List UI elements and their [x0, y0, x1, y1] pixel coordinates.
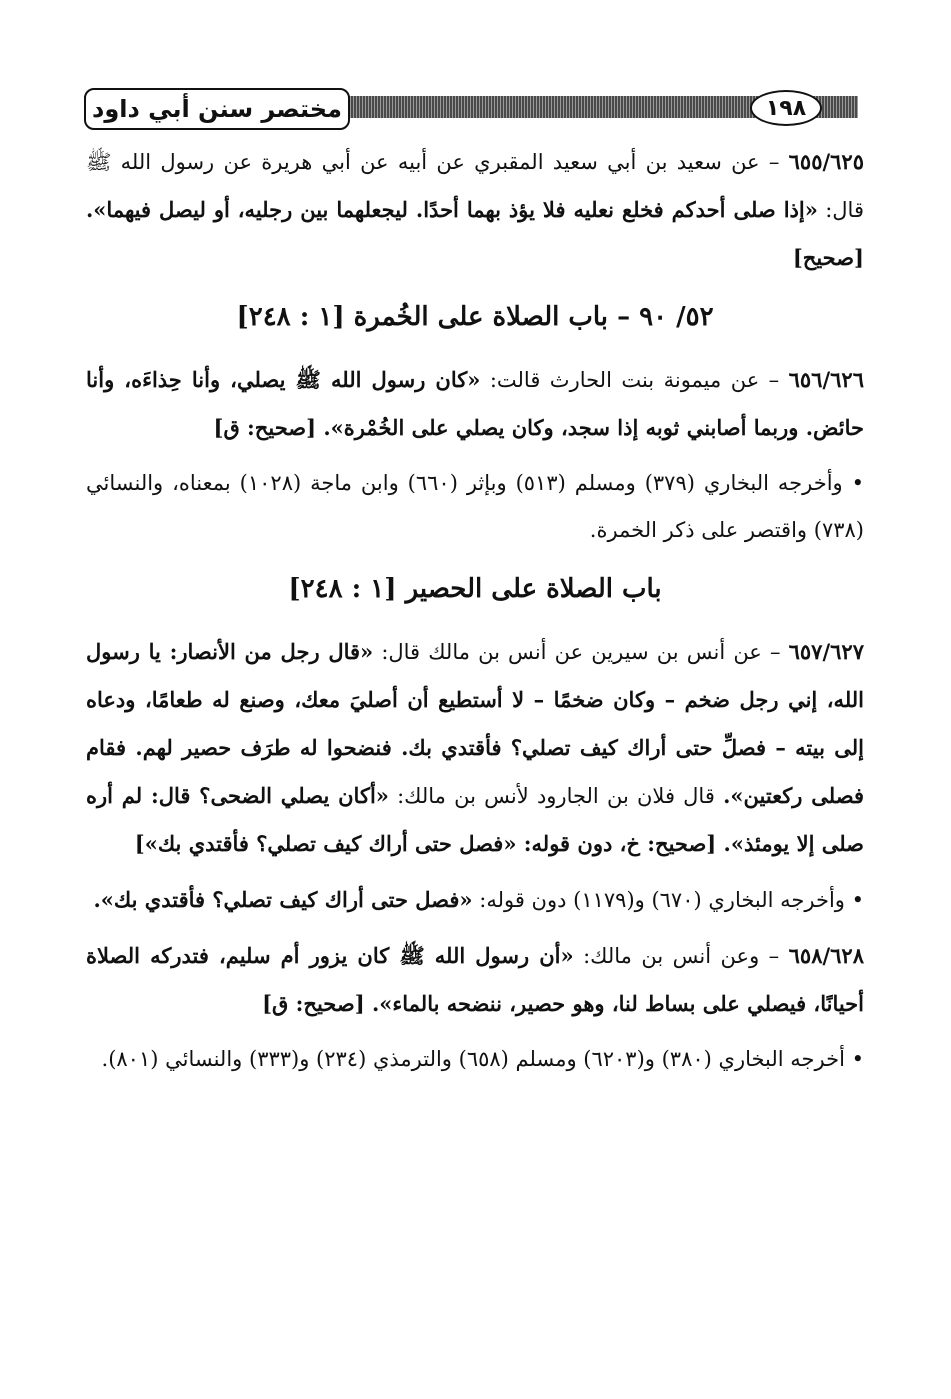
hadith-addition-matn: «أكان يصلي الضحى؟ قال: لم أره صلى إلا يومئذ». [صحيح: خ، دون قوله: «فصل حتى أراك كيف تصلي؟ فأقتدي بك»] — [86, 783, 864, 856]
running-header — [84, 88, 858, 138]
page-content — [86, 138, 864, 1091]
hadith-addition: قال فلان بن الجارود لأنس بن مالك: — [397, 784, 715, 808]
hadith-656 — [86, 356, 864, 452]
takhrij-note — [86, 876, 864, 924]
hadith-isnad: – عن أنس بن سيرين عن أنس بن مالك قال: — [381, 640, 781, 664]
book-title: مختصر سنن أبي داود — [84, 88, 350, 130]
hadith-657 — [86, 628, 864, 868]
hadith-number: ٦٥٦/٦٢٦ — [788, 367, 864, 392]
takhrij-quote: «فصل حتى أراك كيف تصلي؟ فأقتدي بك». — [93, 887, 473, 912]
hadith-658 — [86, 932, 864, 1028]
takhrij-lead: • وأخرجه البخاري (٦٧٠) و(١١٧٩) دون قوله: — [479, 888, 864, 912]
hadith-isnad: – وعن أنس بن مالك: — [583, 944, 780, 968]
chapter-heading-hasir: باب الصلاة على الحصير [١ : ٢٤٨] — [288, 574, 662, 604]
takhrij-note: • وأخرجه البخاري (٣٧٩) ومسلم (٥١٣) وبإثر (٦٦٠) وابن ماجة (١٠٢٨) بمعناه، والنسائي (٧٣٨) واقتصر على ذكر الخمرة. — [86, 471, 864, 542]
takhrij-note: • أخرجه البخاري (٣٨٠) و(٦٢٠٣) ومسلم (٦٥٨) والترمذي (٢٣٤) و(٣٣٣) والنسائي (٨٠١). — [101, 1047, 864, 1071]
page-number: ١٩٨ — [750, 90, 822, 126]
hadith-number: ٦٥٧/٦٢٧ — [788, 639, 864, 664]
chapter-heading-khumra: ٥٢/ ٩٠ – باب الصلاة على الخُمرة [١ : ٢٤٨] — [236, 302, 714, 332]
hadith-isnad: – عن سعيد بن أبي سعيد المقبري عن أبيه عن أبي هريرة عن رسول الله ﷺ قال: — [86, 150, 864, 222]
hadith-matn: «أن رسول الله ﷺ كان يزور أم سليم، فتدركه الصلاة أحيانًا، فيصلي على بساط لنا، وهو حصير، ننضحه بالماء». [صحيح: ق] — [86, 943, 864, 1016]
hadith-matn: «قال رجل من الأنصار: يا رسول الله، إني رجل ضخم – وكان ضخمًا – لا أستطيع أن أصليَ معك، وصنع له طعامًا، ودعاه إلى بيته – فصلِّ حتى أراك كيف تصلي؟ فأقتدي بك. فنضحوا له طرَف حصير لهم. فقام فصلى ركعتين». — [86, 639, 864, 808]
hadith-number: ٦٥٨/٦٢٨ — [788, 943, 864, 968]
hadith-matn: «إذا صلى أحدكم فخلع نعليه فلا يؤذ بهما أحدًا. ليجعلهما بين رجليه، أو ليصل فيهما». [صحيح] — [86, 197, 864, 270]
hadith-matn: «كان رسول الله ﷺ يصلي، وأنا حِذاءَه، وأنا حائض. وربما أصابني ثوبه إذا سجد، وكان يصلي على الخُمْرة». [صحيح: ق] — [86, 367, 864, 440]
hadith-655 — [86, 138, 864, 282]
hadith-number: ٦٥٥/٦٢٥ — [788, 149, 864, 174]
hadith-isnad: – عن ميمونة بنت الحارث قالت: — [489, 368, 780, 392]
